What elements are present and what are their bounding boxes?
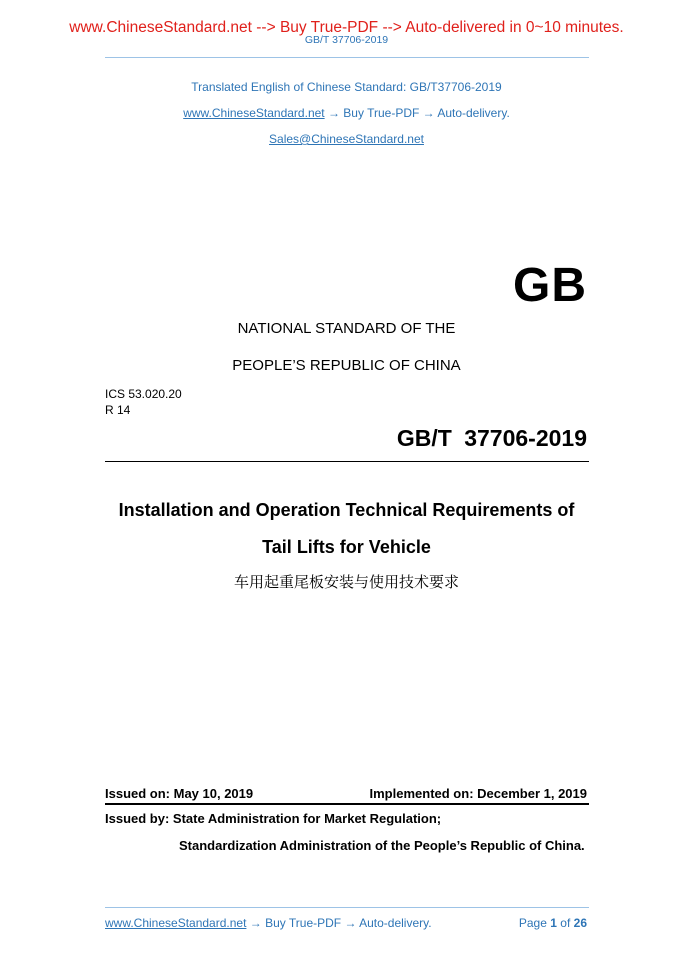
promo-banner[interactable]: www.ChineseStandard.net --> Buy True-PDF --> Auto-delivered in 0~10 minutes. (69, 19, 624, 36)
title-line2: Tail Lifts for Vehicle (262, 537, 431, 557)
email-line (0, 132, 693, 146)
translated-line: Translated English of Chinese Standard: GB/T37706-2019 (191, 80, 502, 94)
issued-by: Issued by: State Administration for Market Regulation; (105, 811, 442, 826)
page-total: 26 (573, 916, 587, 930)
chinese-title: 车用起重尾板安装与使用技术要求 (233, 573, 459, 591)
ics-code: ICS 53.020.20 (105, 387, 182, 401)
site-link[interactable]: www.ChineseStandard.net (183, 106, 325, 120)
footer-site-link[interactable]: www.ChineseStandard.net (105, 916, 247, 930)
footer-site-line (105, 916, 432, 930)
issued-on: Issued on: May 10, 2019 (105, 786, 254, 801)
second-issuer: Standardization Administration of the People’s Republic of China. (179, 838, 585, 853)
national-standard-line2: PEOPLE’S REPUBLIC OF CHINA (232, 357, 461, 374)
footer-divider (105, 907, 589, 908)
implemented-on: Implemented on: December 1, 2019 (369, 786, 587, 801)
page-indicator (519, 916, 587, 930)
national-standard-line1: NATIONAL STANDARD OF THE (237, 320, 456, 337)
title-divider (105, 461, 589, 462)
title-line1: Installation and Operation Technical Requirements of (118, 500, 575, 520)
page-current: 1 (550, 916, 557, 930)
header-standard-code: GB/T 37706-2019 (304, 34, 389, 46)
page-label: Page (518, 916, 547, 930)
site-line (0, 106, 693, 120)
standard-number: GB/T 37706-2019 (396, 425, 587, 451)
issue-divider (105, 803, 589, 805)
footer-site-rest: → Buy True-PDF → Auto-delivery. (246, 916, 432, 930)
email-link[interactable]: Sales@ChineseStandard.net (269, 132, 424, 146)
site-line-rest: → Buy True-PDF → Auto-delivery. (324, 106, 510, 120)
header-divider (105, 57, 589, 58)
ccs-code: R 14 (105, 403, 131, 417)
gb-logo: GB (513, 259, 587, 312)
page-of: of (560, 916, 571, 930)
